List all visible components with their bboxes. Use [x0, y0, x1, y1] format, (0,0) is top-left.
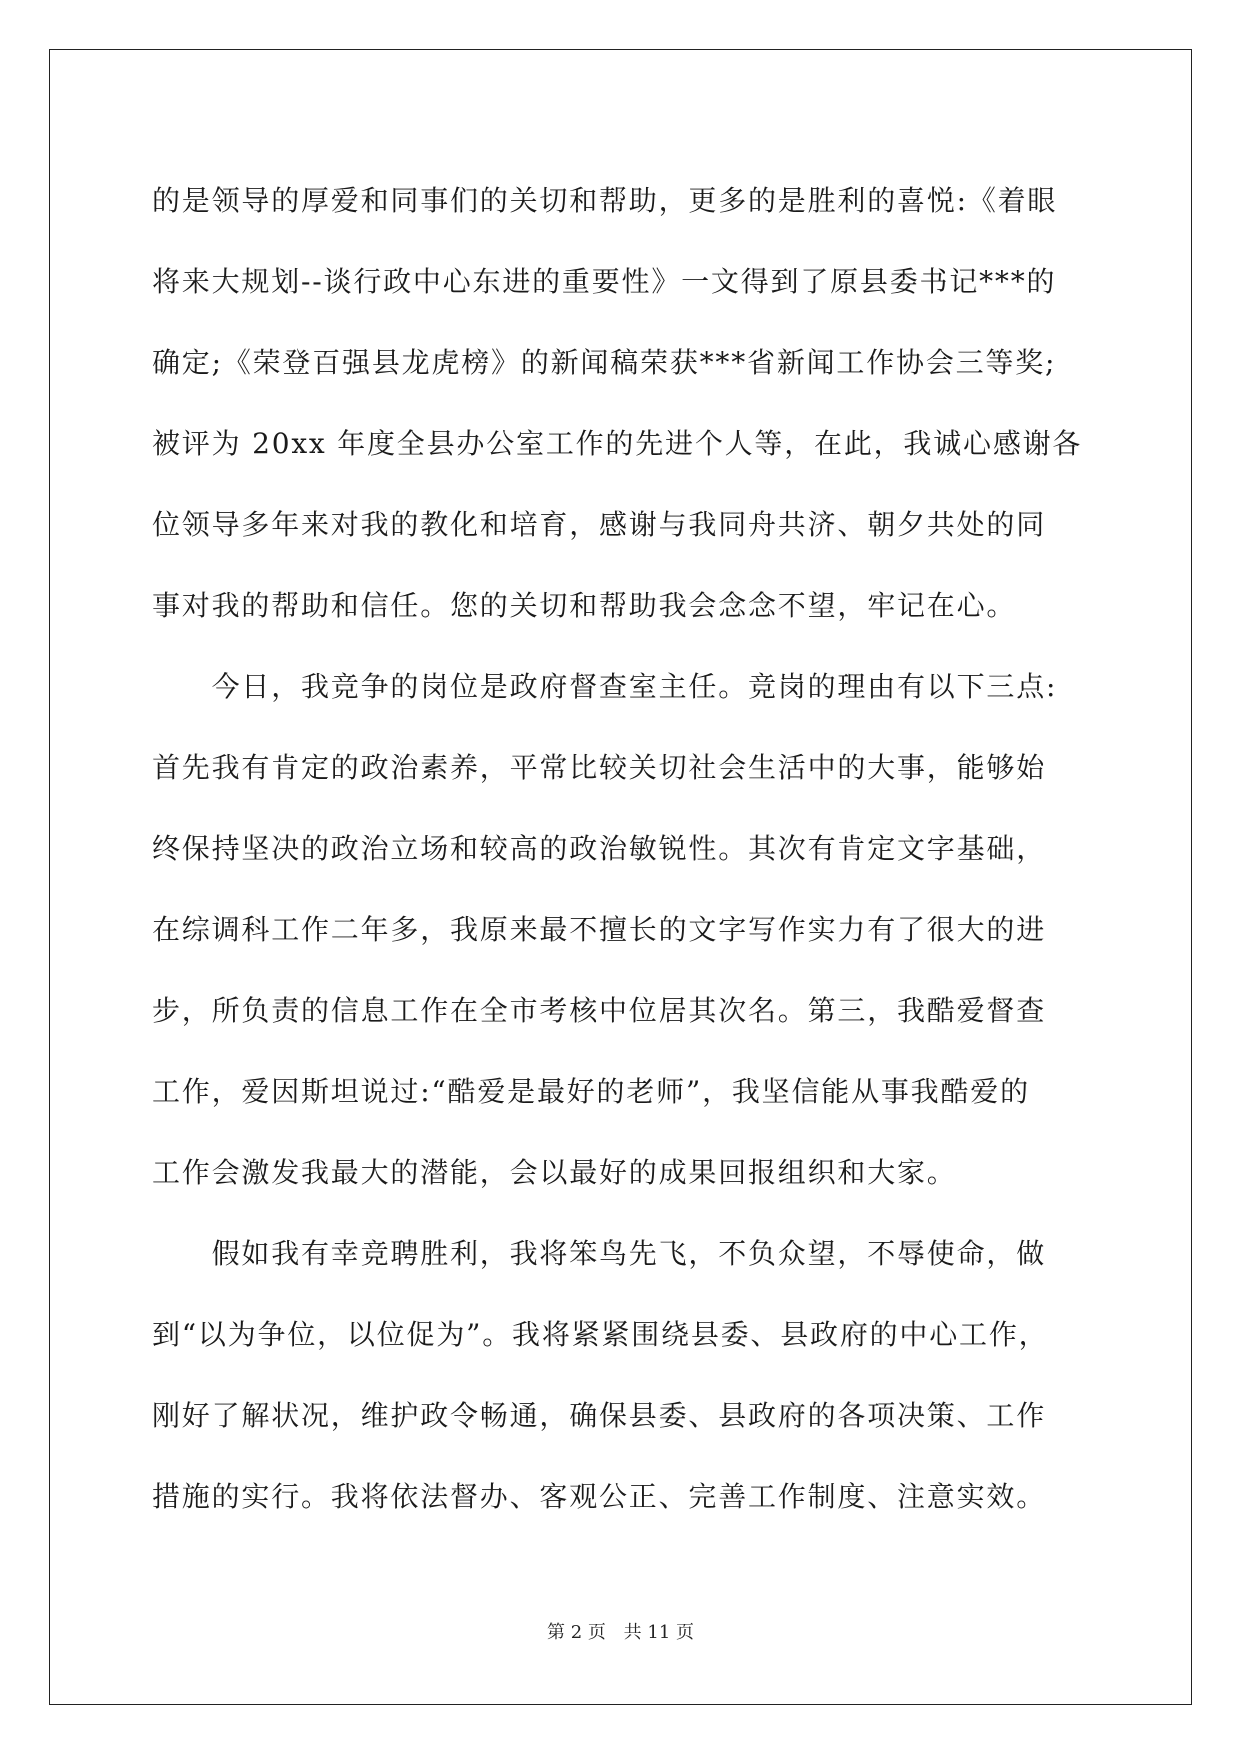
text-line: 确定;《荣登百强县龙虎榜》的新闻稿荣获***省新闻工作协会三等奖; — [152, 346, 1057, 379]
text-line: 步，所负责的信息工作在全市考核中位居其次名。第三，我酷爱督查 — [152, 994, 1047, 1027]
text-line: 刚好了解状况，维护政令畅通，确保县委、县政府的各项决策、工作 — [152, 1399, 1047, 1432]
text-line: 今日，我竞争的岗位是政府督查室主任。竞岗的理由有以下三点: — [152, 670, 1058, 703]
text-line: 被评为 20xx 年度全县办公室工作的先进个人等，在此，我诚心感谢各 — [152, 427, 1083, 460]
text-line: 措施的实行。我将依法督办、客观公正、完善工作制度、注意实效。 — [152, 1480, 1047, 1513]
text-line: 将来大规划--谈行政中心东进的重要性》一文得到了原县委书记***的 — [152, 265, 1057, 298]
text-line: 的是领导的厚爱和同事们的关切和帮助，更多的是胜利的喜悦:《着眼 — [152, 184, 1058, 217]
page-total: 共 11 页 — [623, 1622, 694, 1643]
text-line: 终保持坚决的政治立场和较高的政治敏锐性。其次有肯定文字基础， — [152, 832, 1047, 865]
page-number: 第 2 页 — [547, 1622, 606, 1643]
document-body — [152, 160, 1092, 1537]
text-line: 假如我有幸竞聘胜利，我将笨鸟先飞，不负众望，不辱使命，做 — [152, 1237, 1047, 1270]
text-line: 在综调科工作二年多，我原来最不擅长的文字写作实力有了很大的进 — [152, 913, 1047, 946]
text-line: 首先我有肯定的政治素养，平常比较关切社会生活中的大事，能够始 — [152, 751, 1047, 784]
page-footer — [0, 1618, 1241, 1644]
text-line: 工作，爱因斯坦说过:“酷爱是最好的老师”，我坚信能从事我酷爱的 — [152, 1075, 1030, 1108]
text-line: 事对我的帮助和信任。您的关切和帮助我会念念不望，牢记在心。 — [152, 589, 1017, 622]
text-line: 工作会激发我最大的潜能，会以最好的成果回报组织和大家。 — [152, 1156, 957, 1189]
text-line: 位领导多年来对我的教化和培育，感谢与我同舟共济、朝夕共处的同 — [152, 508, 1047, 541]
text-line: 到“以为争位，以位促为”。我将紧紧围绕县委、县政府的中心工作， — [152, 1318, 1049, 1351]
